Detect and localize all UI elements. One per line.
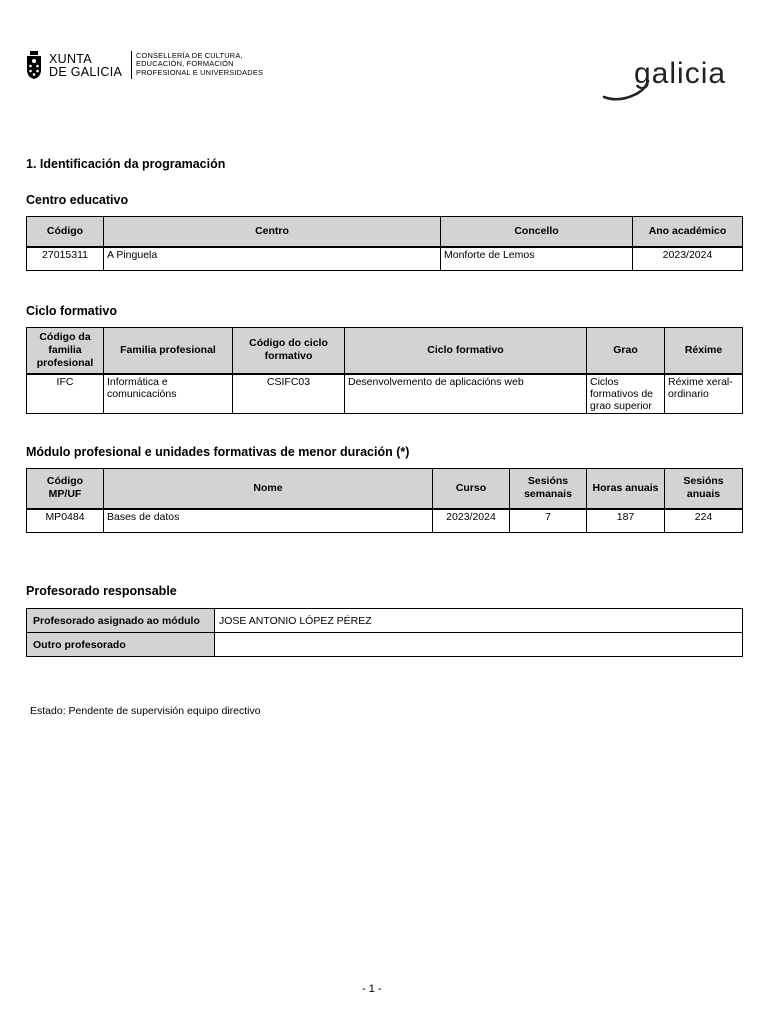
col-header: Réxime <box>665 328 743 374</box>
other-teacher-value <box>215 633 743 657</box>
col-header: Ciclo formativo <box>345 328 587 374</box>
table-cell: IFC <box>27 374 104 414</box>
col-header: Centro <box>104 217 441 247</box>
centro-educativo-heading: Centro educativo <box>26 193 129 207</box>
section-title: 1. Identificación da programación <box>26 157 226 171</box>
table-cell: Réxime xeral-ordinario <box>665 374 743 414</box>
conselleria-line1: CONSELLERÍA DE CULTURA, <box>136 51 243 60</box>
col-header: Sesións semanais <box>510 469 587 509</box>
table-cell: 2023/2024 <box>433 509 510 533</box>
table-cell: Informática e comunicacións <box>104 374 233 414</box>
col-header: Código do ciclo formativo <box>233 328 345 374</box>
galicia-wordmark: galicia <box>634 57 727 90</box>
assigned-teacher-label: Profesorado asignado ao módulo <box>27 609 215 633</box>
table-row <box>27 247 743 271</box>
col-header: Curso <box>433 469 510 509</box>
profesorado-heading: Profesorado responsable <box>26 584 177 598</box>
assigned-teacher-value: JOSE ANTONIO LÓPEZ PÉREZ <box>215 609 743 633</box>
conselleria-name <box>136 52 263 77</box>
ciclo-table <box>26 327 743 414</box>
table-row <box>27 509 743 533</box>
col-header: Horas anuais <box>587 469 665 509</box>
table-cell: Monforte de Lemos <box>441 247 633 271</box>
table-row <box>27 374 743 414</box>
table-cell: A Pinguela <box>104 247 441 271</box>
col-header: Concello <box>441 217 633 247</box>
col-header: Código MP/UF <box>27 469 104 509</box>
ciclo-formativo-heading: Ciclo formativo <box>26 304 117 318</box>
col-header: Familia profesional <box>104 328 233 374</box>
status-text: Estado: Pendente de supervisión equipo directivo <box>30 705 261 717</box>
col-header: Grao <box>587 328 665 374</box>
col-header: Sesións anuais <box>665 469 743 509</box>
other-teacher-label: Outro profesorado <box>27 633 215 657</box>
table-cell: Desenvolvemento de aplicacións web <box>345 374 587 414</box>
table-cell: MP0484 <box>27 509 104 533</box>
table-cell: Bases de datos <box>104 509 433 533</box>
table-row <box>27 633 743 657</box>
table-cell: 224 <box>665 509 743 533</box>
table-cell: Ciclos formativos de grao superior <box>587 374 665 414</box>
profesorado-table <box>26 608 743 657</box>
xunta-line1: XUNTA <box>49 52 92 66</box>
table-cell: 7 <box>510 509 587 533</box>
modulo-table <box>26 468 743 533</box>
col-header: Ano académico <box>633 217 743 247</box>
galicia-logo <box>598 55 748 105</box>
table-cell: CSIFC03 <box>233 374 345 414</box>
page-number: - 1 - <box>362 983 382 995</box>
table-cell: 27015311 <box>27 247 104 271</box>
modulo-heading: Módulo profesional e unidades formativas de menor duración (*) <box>26 445 410 459</box>
galicia-crest-icon <box>24 50 44 80</box>
col-header: Código da familia profesional <box>27 328 104 374</box>
logo-divider <box>131 51 132 79</box>
col-header: Código <box>27 217 104 247</box>
table-cell: 187 <box>587 509 665 533</box>
table-row <box>27 609 743 633</box>
xunta-wordmark <box>49 53 122 79</box>
centro-table <box>26 216 743 271</box>
conselleria-line2: EDUCACIÓN, FORMACIÓN <box>136 59 234 69</box>
xunta-line2: DE GALICIA <box>49 65 123 79</box>
col-header: Nome <box>104 469 433 509</box>
conselleria-line3: PROFESIONAL E UNIVERSIDADES <box>136 67 264 77</box>
xunta-logo <box>24 50 268 82</box>
table-cell: 2023/2024 <box>633 247 743 271</box>
